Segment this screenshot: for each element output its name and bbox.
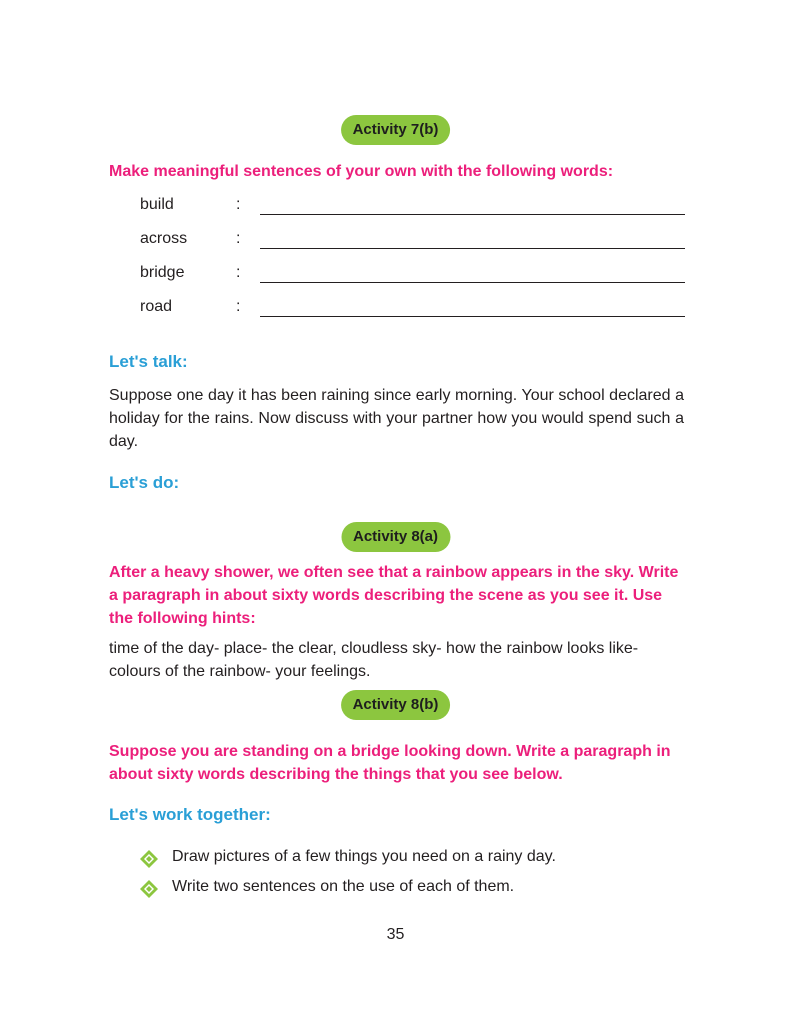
page-number: 35 <box>386 926 405 943</box>
diamond-bullet-icon <box>140 880 158 898</box>
activity-8b-badge: Activity 8(b) <box>341 690 451 720</box>
word-label: across <box>140 230 188 247</box>
lets-do-heading: Let's do: <box>109 473 180 492</box>
answer-line[interactable] <box>260 316 685 317</box>
list-item-text: Write two sentences on the use of each of them. <box>172 878 515 895</box>
word-row-bridge <box>140 264 685 288</box>
word-label: road <box>140 298 173 315</box>
activity-8a-badge: Activity 8(a) <box>341 522 450 552</box>
word-colon: : <box>236 264 241 281</box>
list-item-text: Draw pictures of a few things you need on a rainy day. <box>172 848 556 865</box>
activity-8b-instruction: Suppose you are standing on a bridge looking down. Write a paragraph in about sixty words describing the things that you see below. <box>109 743 671 783</box>
answer-line[interactable] <box>260 214 685 215</box>
answer-line[interactable] <box>260 282 685 283</box>
activity-7b-badge: Activity 7(b) <box>341 115 451 145</box>
word-colon: : <box>236 298 241 315</box>
diamond-bullet-icon <box>140 850 158 868</box>
word-label: bridge <box>140 264 185 281</box>
word-row-across <box>140 230 685 254</box>
word-colon: : <box>236 230 241 247</box>
word-colon: : <box>236 196 241 213</box>
word-row-build <box>140 196 685 220</box>
lets-work-together-heading: Let's work together: <box>109 805 271 824</box>
word-row-road <box>140 298 685 322</box>
lets-talk-heading: Let's talk: <box>109 352 188 371</box>
activity-8a-instruction: After a heavy shower, we often see that a rainbow appears in the sky. Write a paragraph in about sixty words describing the scene as you see it. Use the following hints: <box>109 564 679 627</box>
lets-talk-text: Suppose one day it has been raining since early morning. Your school declared a holiday for the rains. Now discuss with your partner how you would spend such a day. <box>109 387 684 450</box>
word-label: build <box>140 196 174 213</box>
activity-8a-hints: time of the day- place- the clear, cloudless sky- how the rainbow looks like- colours of the rainbow- your feelings. <box>109 640 639 680</box>
answer-line[interactable] <box>260 248 685 249</box>
activity-7b-instruction: Make meaningful sentences of your own with the following words: <box>109 163 614 180</box>
